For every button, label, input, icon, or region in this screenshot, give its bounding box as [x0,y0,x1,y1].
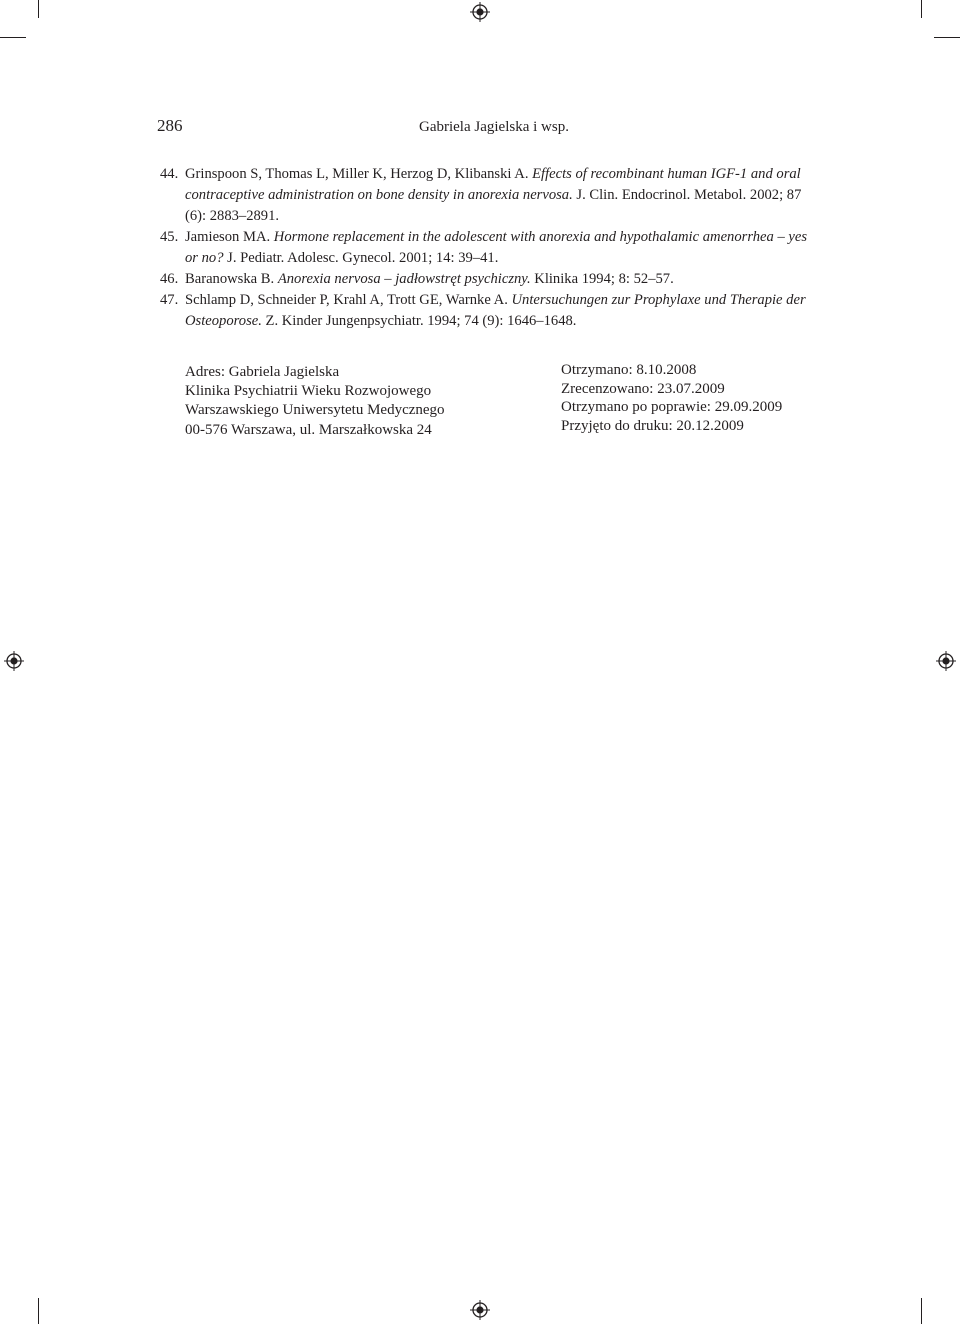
reference-authors: Baranowska B. [185,271,275,287]
reference-title: Anorexia nervosa – jadłowstręt psychiczny. [277,271,531,287]
date-revised: Otrzymano po poprawie: 29.09.2009 [561,399,783,416]
editorial-dates [561,361,782,435]
crop-mark-top-right-horizontal [934,37,960,38]
address-line: 00-576 Warszawa, ul. Marszałkowska 24 [185,421,432,438]
date-accepted: Przyjęto do druku: 20.12.2009 [561,417,744,434]
reference-authors: Grinspoon S, Thomas L, Miller K, Herzog D, Klibanski A. [185,166,529,182]
crop-mark-top-left [38,0,39,18]
date-reviewed: Zrecenzowano: 23.07.2009 [561,380,725,397]
reference-source: J. Clin. Endocrinol. Metabol. 2002; 87 (6): 2883–2891. [185,187,802,224]
crop-mark-top-left-horizontal [0,37,26,38]
reference-title: Hormone replacement in the adolescent with anorexia and hypothalamic amenorrhea – yes or no? [185,229,808,266]
registration-mark-bottom-icon [470,1300,490,1320]
reference-item [160,164,820,227]
reference-source: Z. Kinder Jungenpsychiatr. 1994; 74 (9): 1646–1648. [265,313,577,329]
reference-number: 47. [160,292,179,308]
crop-mark-bottom-right [921,1298,922,1324]
reference-authors: Schlamp D, Schneider P, Krahl A, Trott GE, Warnke A. [185,292,508,308]
reference-source: Klinika 1994; 8: 52–57. [534,271,674,287]
reference-item [160,290,820,332]
date-received: Otrzymano: 8.10.2008 [561,362,697,378]
reference-text [185,269,820,290]
registration-mark-left-icon [4,651,24,671]
reference-text [185,290,820,332]
registration-mark-top-icon [470,2,490,22]
reference-number: 44. [160,166,179,182]
reference-authors: Jamieson MA. [185,229,271,245]
address-line: Warszawskiego Uniwersytetu Medycznego [185,402,445,419]
page-number: 286 [157,116,183,135]
reference-title: Untersuchungen zur Prophylaxe und Therapie der Osteoporose. [185,292,806,329]
registration-mark-right-icon [936,651,956,671]
reference-number: 46. [160,271,179,287]
reference-number: 45. [160,229,179,245]
crop-mark-top-right [921,0,922,18]
reference-item [160,227,820,269]
address-line: Adres: Gabriela Jagielska [185,364,340,380]
address-line: Klinika Psychiatrii Wieku Rozwojowego [185,383,432,400]
crop-mark-bottom-left [38,1298,39,1324]
reference-list [160,164,820,332]
reference-title: Effects of recombinant human IGF-1 and oral contraceptive administration on bone density in anorexia nervosa. [185,166,801,203]
running-head: Gabriela Jagielska i wsp. [419,119,569,135]
reference-text [185,164,820,227]
reference-text [185,227,820,269]
reference-source: J. Pediatr. Adolesc. Gynecol. 2001; 14: 39–41. [227,250,499,266]
correspondence-address [185,363,445,440]
reference-item [160,269,820,290]
